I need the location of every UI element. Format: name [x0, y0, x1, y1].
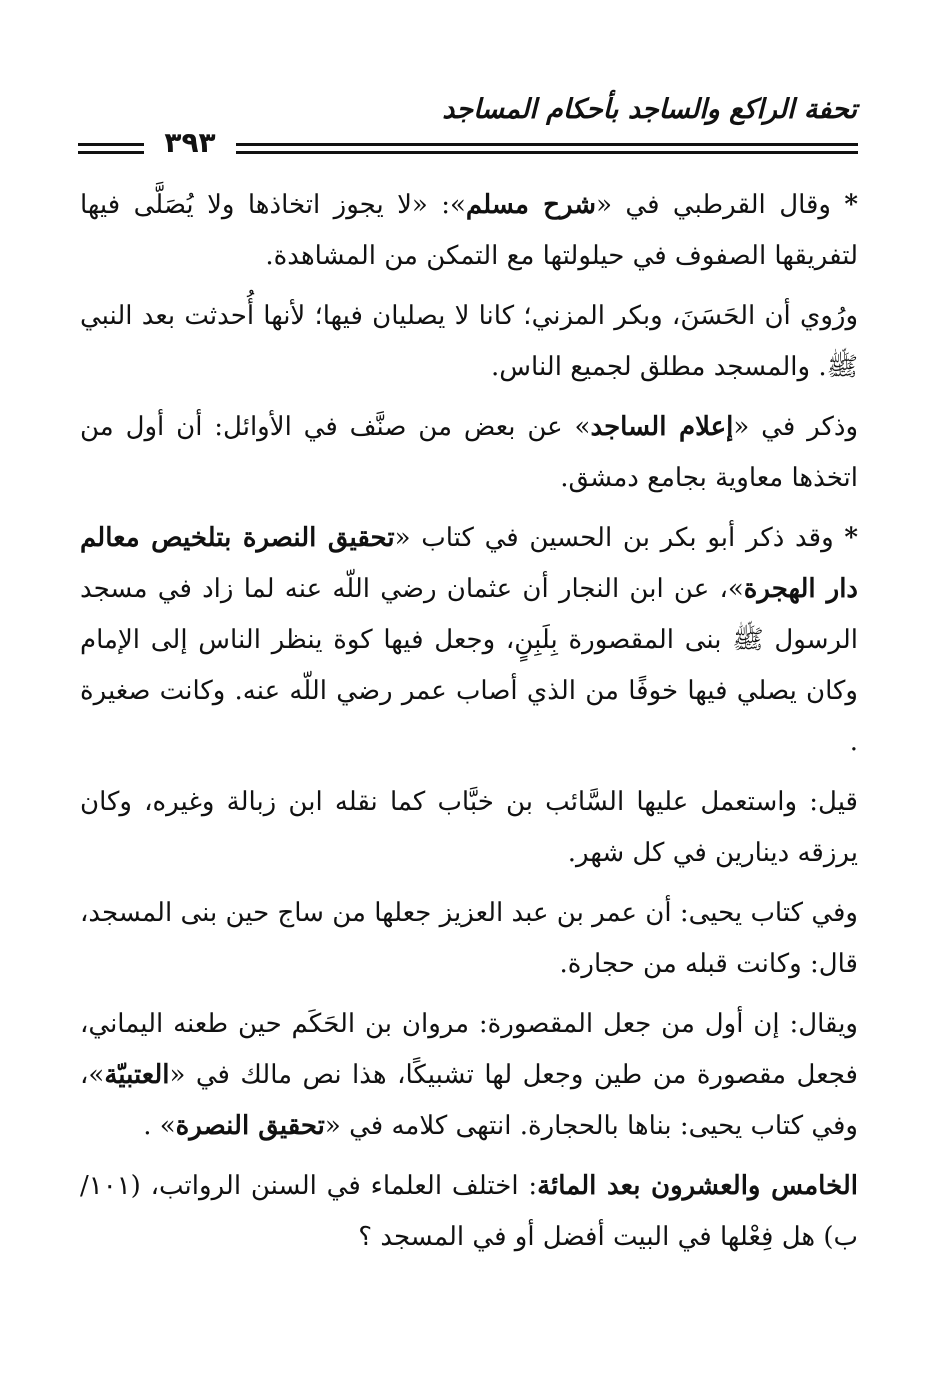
asterisk-marker: *	[844, 523, 858, 553]
paragraph	[80, 402, 858, 504]
paragraph	[80, 291, 858, 393]
paragraph-text: ويقال: إن أول من جعل المقصورة: مروان بن الحَكَم حين طعنه اليماني، فجعل مقصورة من طين وجعل لها تشبيكًا، هذا نص مالك في «	[80, 1009, 858, 1090]
paragraph-text: »، وفي كتاب يحيى: بناها بالحجارة. انتهى كلامه في «	[80, 1060, 858, 1141]
paragraph-text: » عن بعض من صنَّف في الأوائل: أن أول من اتخذها معاوية بجامع دمشق.	[80, 412, 858, 493]
paragraph	[80, 1161, 858, 1263]
paragraph-text: وقد ذكر أبو بكر بن الحسين في كتاب «	[394, 523, 845, 553]
header-rule-left-top	[78, 143, 144, 146]
header-rule-right-top	[236, 143, 858, 146]
paragraph-text: وذكر في «	[733, 412, 858, 442]
bold-title-text: تحقيق النصرة	[175, 1111, 325, 1141]
bold-title-text: الخامس والعشرون بعد المائة	[537, 1171, 858, 1201]
asterisk-marker: *	[844, 190, 859, 220]
header-rule-right-bottom	[236, 151, 858, 154]
page-number: ٣٩٣	[164, 126, 216, 159]
paragraph-text: وقال القرطبي في «	[596, 190, 845, 220]
paragraph-text: قيل: واستعمل عليها السَّائب بن خبَّاب كما نقله ابن زبالة وغيره، وكان يرزقه دينارين في كل شهر.	[80, 787, 858, 868]
paragraph	[80, 513, 858, 768]
bold-title-text: شرح مسلم	[465, 190, 597, 220]
paragraph-text: وفي كتاب يحيى: أن عمر بن عبد العزيز جعلها من ساج حين بنى المسجد، قال: وكانت قبله من حجارة.	[80, 898, 858, 979]
paragraph-text: » .	[143, 1111, 176, 1141]
header-rule-left-bottom	[78, 151, 144, 154]
bold-title-text: العتبيّة	[104, 1060, 170, 1090]
paragraph-text: ورُوي أن الحَسَنَ، وبكر المزني؛ كانا لا يصليان فيها؛ لأنها أُحدثت بعد النبي ﷺ. والمسجد مطلق لجميع الناس.	[80, 301, 858, 382]
paragraph-text: »، عن ابن النجار أن عثمان رضي اللّه عنه لما زاد في مسجد الرسول ﷺ بنى المقصورة بِلَبِنٍ، وجعل فيها كوة ينظر الناس إلى الإمام وكان يصلي فيها خوفًا من الذي أصاب عمر رضي اللّه عنه. وكانت صغيرة .	[80, 574, 858, 757]
paragraph	[80, 999, 858, 1152]
paragraph	[80, 180, 858, 282]
bold-title-text: تحقيق النصرة بتلخيص معالم دار الهجرة	[80, 523, 859, 604]
paragraph-text: : اختلف العلماء في السنن الرواتب، (١٠١/ب) هل فِعْلها في البيت أفضل أو في المسجد ؟	[80, 1171, 858, 1252]
paragraph	[80, 777, 858, 879]
running-header-title: تحفة الراكع والساجد بأحكام المساجد	[442, 94, 857, 125]
paragraph-text: »: «لا يجوز اتخاذها ولا يُصَلَّى فيها لتفريقها الصفوف في حيلولتها مع التمكن من المشاهدة.	[80, 190, 858, 271]
page-body	[80, 180, 858, 1272]
paragraph	[80, 888, 858, 990]
bold-title-text: إعلام الساجد	[590, 412, 734, 442]
